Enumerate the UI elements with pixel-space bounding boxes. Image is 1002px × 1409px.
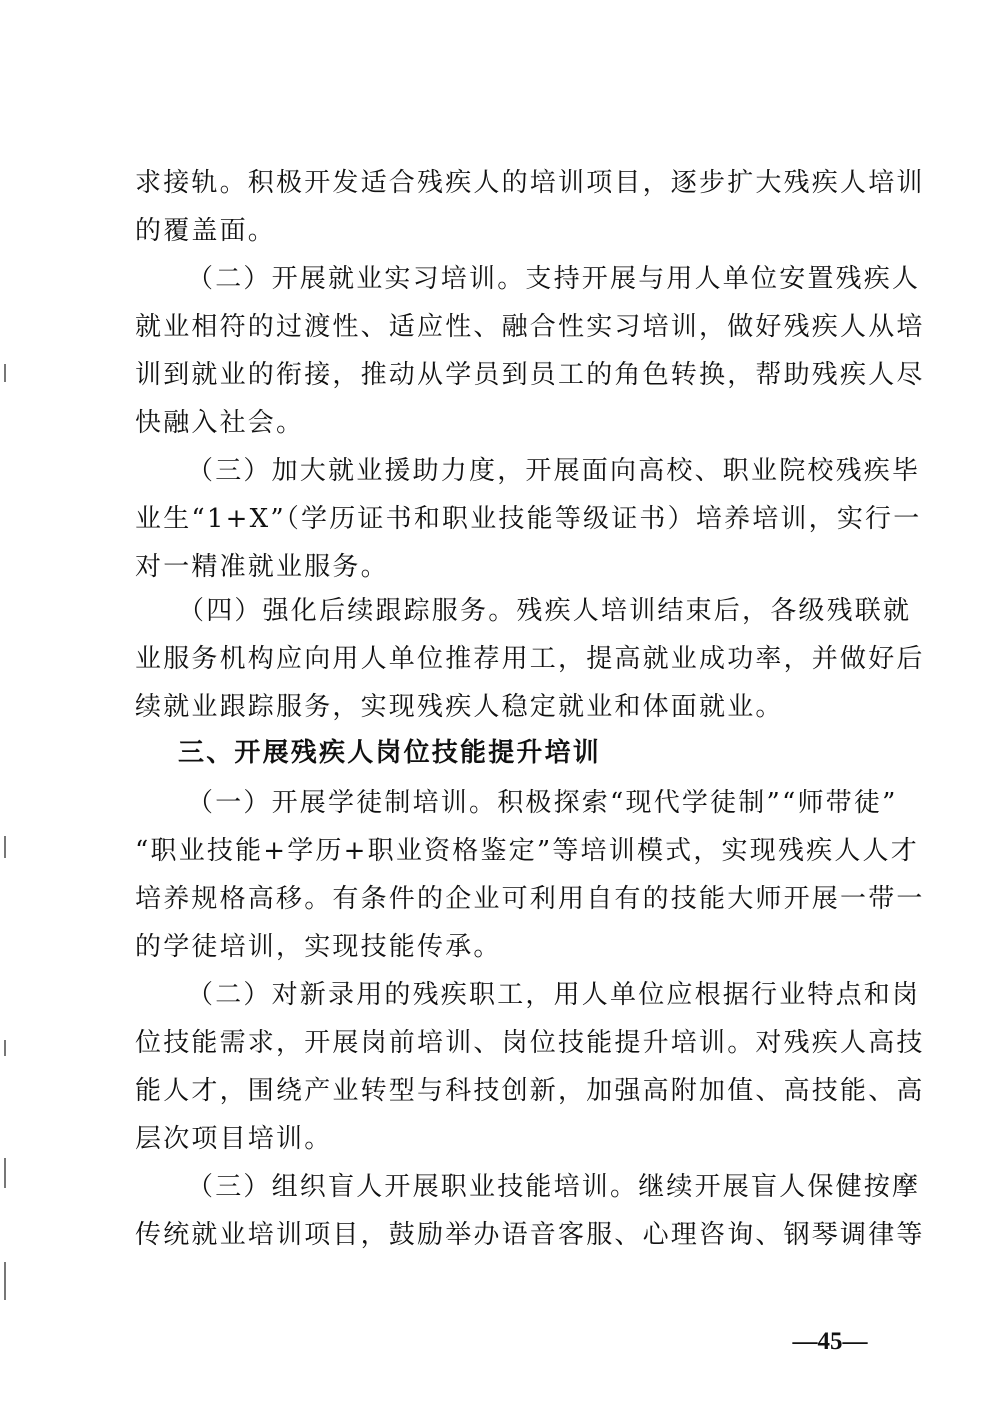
body-line: 的覆盖面。 bbox=[135, 216, 277, 246]
body-line: 业服务机构应向用人单位推荐用工，提高就业成功率，并做好后 bbox=[135, 644, 925, 674]
scan-artifact bbox=[4, 1040, 6, 1056]
body-line: （二）开展就业实习培训。支持开展与用人单位安置残疾人 bbox=[187, 264, 921, 294]
body-line: 对一精准就业服务。 bbox=[135, 552, 389, 582]
body-line: 业生“1+X”（学历证书和职业技能等级证书）培养培训，实行一 bbox=[135, 504, 922, 534]
body-line: 的学徒培训，实现技能传承。 bbox=[135, 932, 502, 962]
body-line: 传统就业培训项目，鼓励举办语音客服、心理咨询、钢琴调律等 bbox=[135, 1220, 925, 1250]
body-line: （三）组织盲人开展职业技能培训。继续开展盲人保健按摩 bbox=[187, 1172, 921, 1202]
scan-artifact bbox=[4, 1262, 6, 1300]
scan-artifact bbox=[4, 1158, 6, 1188]
body-line: 培养规格高移。有条件的企业可利用自有的技能大师开展一带一 bbox=[135, 884, 925, 914]
body-line: “职业技能+学历+职业资格鉴定”等培训模式，实现残疾人人才 bbox=[135, 836, 919, 866]
body-line: 就业相符的过渡性、适应性、融合性实习培训，做好残疾人从培 bbox=[135, 312, 925, 342]
body-line: 续就业跟踪服务，实现残疾人稳定就业和体面就业。 bbox=[135, 692, 784, 722]
body-line: 快融入社会。 bbox=[135, 408, 305, 438]
body-line: （四）强化后续跟踪服务。残疾人培训结束后，各级残联就 bbox=[178, 596, 912, 626]
body-line: 求接轨。积极开发适合残疾人的培训项目，逐步扩大残疾人培训 bbox=[135, 168, 925, 198]
body-line: （二）对新录用的残疾职工，用人单位应根据行业特点和岗 bbox=[187, 980, 921, 1010]
body-line: （一）开展学徒制培训。积极探索“现代学徒制”“师带徒” bbox=[187, 788, 898, 818]
section-heading: 三、开展残疾人岗位技能提升培训 bbox=[178, 738, 602, 768]
scan-artifact bbox=[4, 836, 6, 858]
body-line: 能人才，围绕产业转型与科技创新，加强高附加值、高技能、高 bbox=[135, 1076, 925, 1106]
body-line: 训到就业的衔接，推动从学员到员工的角色转换，帮助残疾人尽 bbox=[135, 360, 925, 390]
scan-artifact bbox=[4, 364, 6, 382]
body-line: 层次项目培训。 bbox=[135, 1124, 333, 1154]
body-line: 位技能需求，开展岗前培训、岗位技能提升培训。对残疾人高技 bbox=[135, 1028, 925, 1058]
body-line: （三）加大就业援助力度，开展面向高校、职业院校残疾毕 bbox=[187, 456, 921, 486]
page-number: —45— bbox=[792, 1328, 868, 1355]
